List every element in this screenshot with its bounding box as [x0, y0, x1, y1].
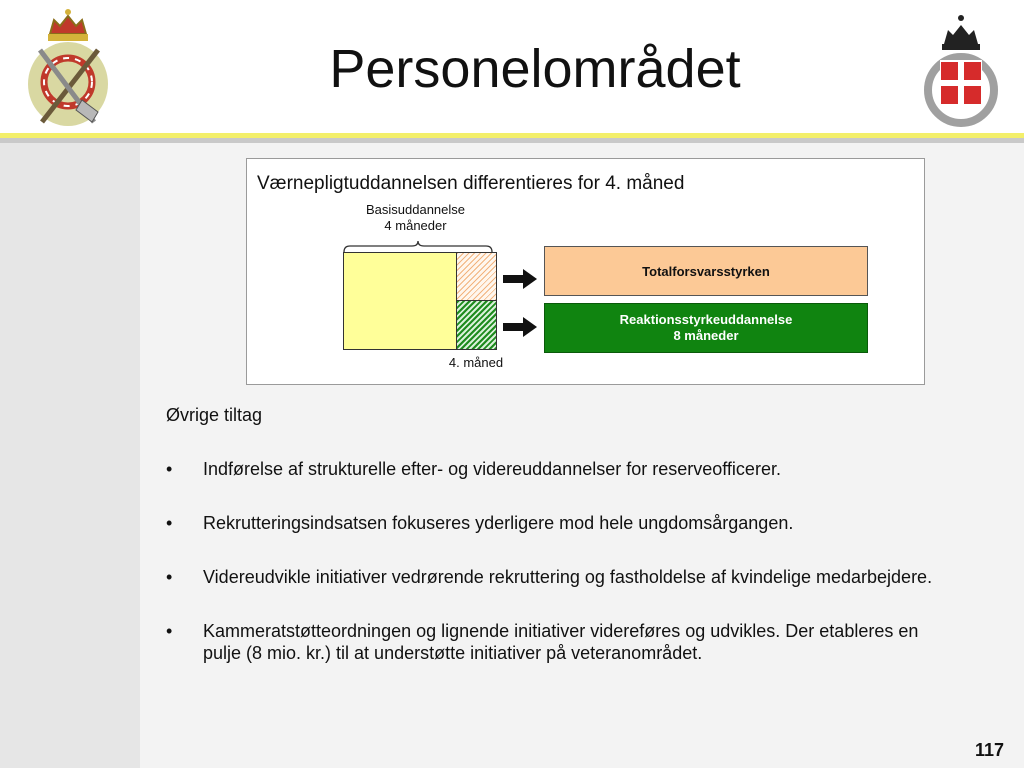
- reaction-force-box: [544, 303, 868, 353]
- basis-education-label: [343, 202, 488, 234]
- danish-crest-icon: [918, 8, 1004, 130]
- army-emblem-icon: [20, 4, 116, 134]
- arrow-right-icon: [503, 269, 537, 289]
- fourth-month-label: 4. måned: [448, 355, 504, 370]
- bullet-icon: •: [166, 567, 173, 587]
- list-item: [166, 566, 946, 588]
- basis-label-line1: Basisuddannelse: [365, 202, 466, 217]
- header-divider-gray: [0, 138, 1024, 143]
- basis-label-line2: 4 måneder: [384, 218, 447, 233]
- total-defense-box: Totalforsvarsstyrken: [544, 246, 868, 296]
- bullet-icon: •: [166, 513, 173, 533]
- bullet-icon: •: [166, 621, 173, 641]
- section-title: Øvrige tiltag: [166, 405, 263, 425]
- education-diagram: [246, 158, 925, 385]
- month4-reaction-block: [456, 300, 497, 350]
- reaction-box-line1: Reaktionsstyrkeuddannelse: [619, 312, 793, 327]
- reaction-box-line2: 8 måneder: [673, 328, 739, 343]
- bullet-list: [166, 458, 946, 696]
- list-item: [166, 620, 946, 664]
- diagram-heading: Værnepligtuddannelsen differentieres for 4. måned: [257, 173, 685, 194]
- arrow-right-icon: [503, 317, 537, 337]
- month4-total-block: [456, 252, 497, 301]
- bullet-icon: •: [166, 459, 173, 479]
- bullet-text: Videreudvikle initiativer vedrørende rekruttering og fastholdelse af kvindelige medarbejdere.: [203, 567, 933, 587]
- bullet-text: Kammeratstøtteordningen og lignende initiativer videreføres og udvikles. Der etableres en pulje (8 mio. kr.) til at understøtte initiativer på veteranområdet.: [203, 621, 919, 663]
- bullet-text: Rekrutteringsindsatsen fokuseres yderligere mod hele ungdomsårgangen.: [203, 513, 794, 533]
- basis-period-block: [343, 252, 457, 350]
- bullet-text: Indførelse af strukturelle efter- og videreuddannelser for reserveofficerer.: [203, 459, 781, 479]
- left-side-panel: [0, 143, 140, 768]
- list-item: [166, 458, 946, 480]
- page-number: 117: [975, 740, 1005, 760]
- slide-title: Personelområdet: [329, 39, 741, 99]
- list-item: [166, 512, 946, 534]
